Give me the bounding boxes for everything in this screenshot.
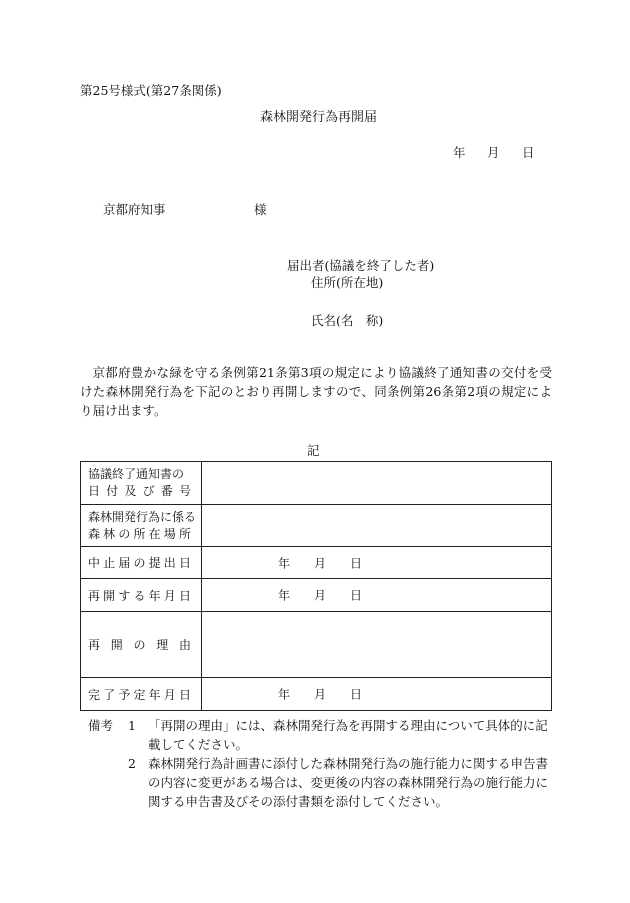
note-item	[88, 716, 560, 754]
row-notice-date-number	[81, 462, 552, 505]
year-label: 年	[278, 687, 291, 702]
label-char: 開	[110, 638, 123, 652]
month-label: 月	[314, 588, 327, 603]
row-forest-location	[81, 505, 552, 547]
day-label: 日	[350, 556, 363, 570]
label-completion-date	[81, 678, 202, 711]
label-line-spread	[88, 526, 191, 543]
date-year-label: 年	[453, 145, 466, 160]
note-text: 「再開の理由」には、森林開発行為を再開する理由について具体的に記載してください。	[148, 718, 548, 752]
label-char: 了	[103, 687, 116, 702]
label-char: 月	[163, 687, 176, 702]
input-resume-date[interactable]	[202, 579, 552, 612]
label-char: 止	[103, 556, 116, 570]
label-forest-location	[81, 505, 202, 547]
label-char: 提	[148, 556, 161, 570]
input-resume-reason[interactable]	[202, 612, 552, 678]
label-resume-reason	[81, 612, 202, 678]
label-char: 森	[88, 526, 101, 541]
form-number: 第25号様式(第27条関係)	[80, 83, 222, 98]
label-char: 予	[118, 687, 131, 702]
document-title: 森林開発行為再開届	[260, 110, 378, 125]
label-char: 所	[178, 526, 191, 541]
ki-heading: 記	[307, 443, 320, 458]
label-char: 年	[148, 588, 161, 603]
year-label: 年	[278, 556, 291, 570]
date-month-label: 月	[487, 145, 500, 160]
applicant-address: 住所(所在地)	[311, 275, 384, 290]
label-char: 所	[133, 526, 146, 541]
notes-head-spacer	[88, 754, 128, 811]
note-number: 2	[128, 756, 136, 771]
label-char: 日	[178, 687, 191, 702]
label-char: 日	[178, 556, 191, 570]
notes-head: 備考	[88, 718, 114, 733]
input-suspension-date[interactable]	[202, 547, 552, 579]
label-char: 年	[148, 687, 161, 702]
label-char: の	[133, 556, 146, 570]
label-char: 由	[178, 638, 191, 652]
label-char: 及	[124, 484, 137, 498]
note-text: 森林開発行為計画書に添付した森林開発行為の施行能力に関する申告書の内容に変更がある場合は、変更後の内容の森林開発行為の施行能力に関する申告書及びその添付書類を添付してください。	[148, 756, 549, 809]
row-resume-reason	[81, 612, 552, 678]
label-char: び	[142, 484, 155, 498]
label-char: 付	[106, 484, 119, 498]
label-char: 日	[88, 484, 101, 498]
year-label: 年	[278, 588, 291, 603]
addressee-honorific: 様	[254, 202, 267, 217]
label-char: 日	[178, 588, 191, 603]
label-line: 森林開発行為に係る	[88, 509, 197, 524]
label-char: 届	[118, 556, 131, 570]
label-char: 中	[88, 556, 101, 570]
label-char: 出	[163, 556, 176, 570]
input-forest-location[interactable]	[202, 505, 552, 547]
body-text: 京都府豊かな緑を守る条例第21条第3項の規定により協議終了通知書の交付を受けた森林開発行為を下記のとおり再開しますので、同条例第26条第2項の規定により届け出ます。	[80, 365, 552, 418]
label-char: 林	[103, 526, 116, 541]
label-char: 在	[148, 526, 161, 541]
applicant-label: 届出者(協議を終了した者)	[287, 258, 435, 273]
row-completion-date	[81, 678, 552, 711]
month-label: 月	[314, 556, 327, 570]
label-char: の	[133, 638, 146, 652]
label-line-spread	[88, 483, 191, 500]
label-notice-date-number	[81, 462, 202, 505]
applicant-name: 氏名(名 称)	[311, 313, 384, 328]
label-char: 再	[88, 638, 101, 652]
label-char: 完	[88, 687, 101, 702]
label-char: 理	[156, 638, 169, 652]
label-char: 番	[160, 484, 173, 498]
note-number: 1	[128, 718, 136, 733]
row-suspension-date	[81, 547, 552, 579]
label-char: 開	[103, 588, 116, 603]
label-char: の	[118, 526, 131, 541]
day-label: 日	[350, 588, 363, 603]
label-char: 場	[163, 526, 176, 541]
label-char: す	[118, 588, 131, 603]
label-char: 号	[178, 484, 191, 498]
label-char: 定	[133, 687, 146, 702]
note-item	[88, 754, 560, 811]
day-label: 日	[350, 687, 363, 702]
date-day-label: 日	[522, 145, 535, 160]
label-char: 月	[163, 588, 176, 603]
form-table	[80, 461, 552, 711]
input-completion-date[interactable]	[202, 678, 552, 711]
notes-section	[88, 716, 560, 811]
input-notice-date-number[interactable]	[202, 462, 552, 505]
label-char: 再	[88, 588, 101, 603]
month-label: 月	[314, 687, 327, 702]
row-resume-date	[81, 579, 552, 612]
label-line: 協議終了通知書の	[88, 467, 185, 481]
label-suspension-date	[81, 547, 202, 579]
addressee-name: 京都府知事	[103, 202, 166, 217]
label-resume-date	[81, 579, 202, 612]
label-char: る	[133, 588, 146, 603]
